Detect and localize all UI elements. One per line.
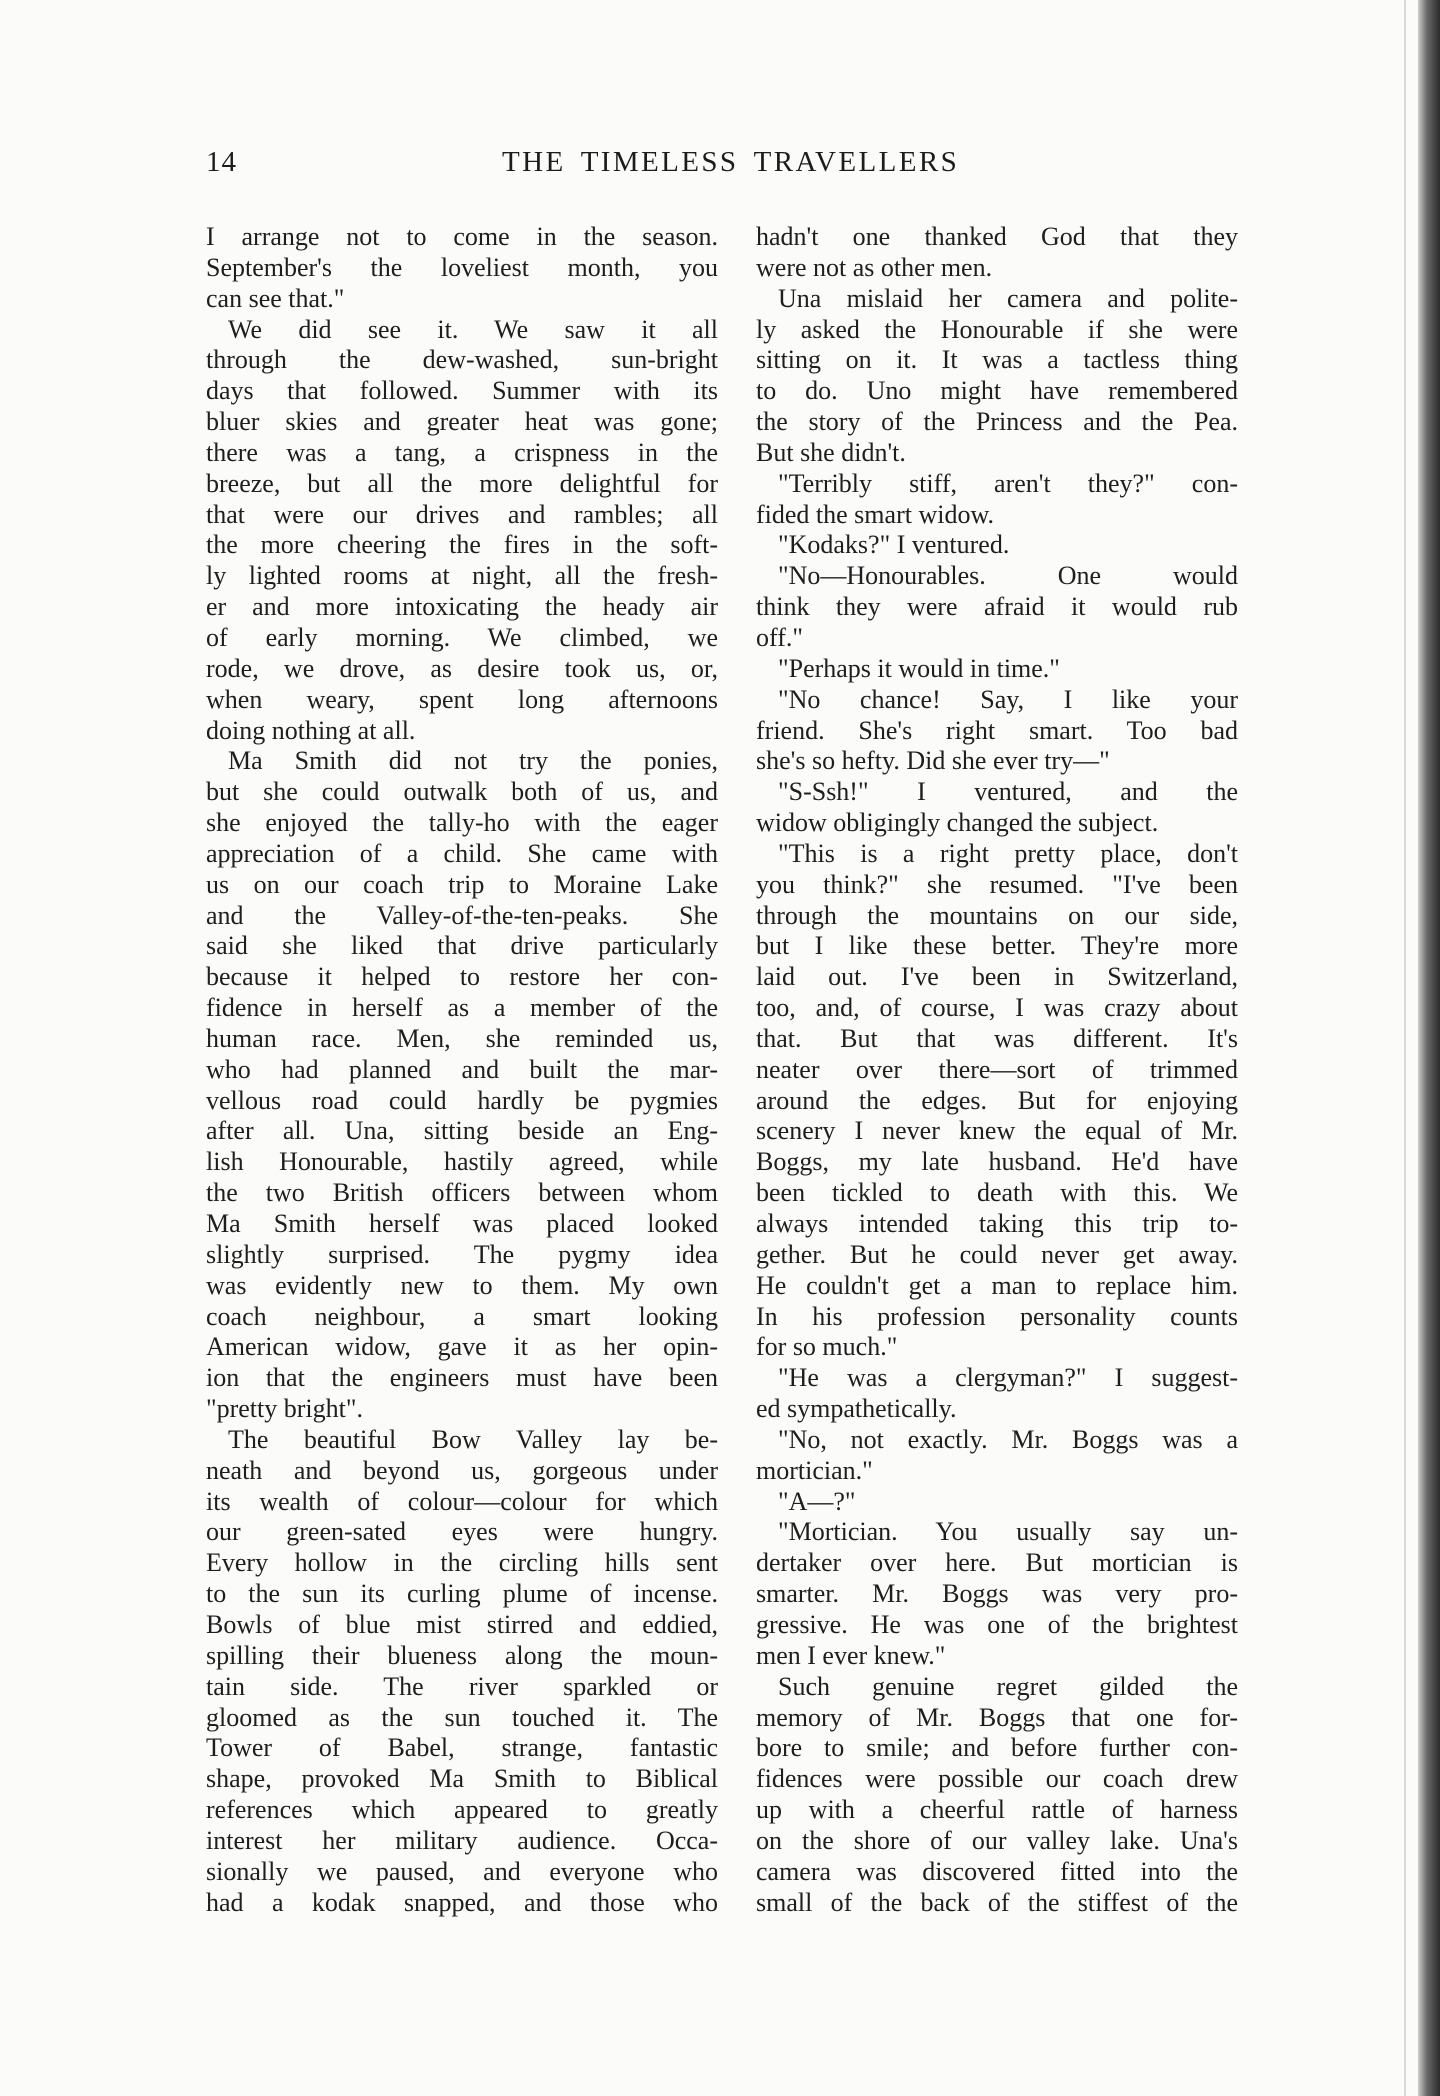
text-line: fidences were possible our coach drew [756,1764,1238,1794]
text-line: Una mislaid her camera and polite- [778,283,1238,313]
paragraph [206,315,718,747]
paragraph [756,777,1238,839]
text-line: breeze, but all the more delightful for [206,468,718,498]
text-line: been tickled to death with this. We [756,1178,1238,1208]
paragraph [756,530,1238,561]
text-line: widow obligingly changed the subject. [756,808,1159,838]
text-line: coach neighbour, a smart looking [206,1301,718,1331]
text-line: men I ever knew." [756,1640,946,1670]
text-line: days that followed. Summer with its [206,376,718,406]
text-line: small of the back of the stiffest of the [756,1887,1238,1917]
paragraph [756,1517,1238,1671]
text-line: tain side. The river sparkled or [206,1671,718,1701]
text-line: there was a tang, a crispness in the [206,437,718,467]
text-line: But she didn't. [756,437,906,467]
text-line: ed sympathetically. [756,1394,957,1424]
text-line: gether. But he could never get away. [756,1239,1238,1269]
text-line: lish Honourable, hastily agreed, while [206,1147,718,1177]
page-number: 14 [206,146,237,178]
text-line: that. But that was different. It's [756,1023,1238,1053]
text-line: The beautiful Bow Valley lay be- [228,1424,718,1454]
text-line: to the sun its curling plume of incense. [206,1579,718,1609]
text-line: through the mountains on our side, [756,900,1238,930]
text-line: In his profession personality counts [756,1301,1238,1331]
text-line: she's so hefty. Did she ever try—" [756,746,1110,776]
text-line: We did see it. We saw it all [228,314,718,344]
scan-edge-shadow [1418,0,1440,2096]
text-line: mortician." [756,1455,873,1485]
text-line: of early morning. We climbed, we [206,622,718,652]
text-line: sionally we paused, and everyone who [206,1856,718,1886]
text-line: rode, we drove, as desire took us, or, [206,653,718,683]
text-line: that were our drives and rambles; all [206,499,718,529]
text-line: bore to smile; and before further con- [756,1733,1238,1763]
paragraph [756,561,1238,654]
text-line: "Kodaks?" I ventured. [778,530,1010,560]
text-line: laid out. I've been in Switzerland, [756,962,1238,992]
text-line: had a kodak snapped, and those who [206,1887,718,1917]
page-edge-line [1404,0,1406,2096]
text-line: "No, not exactly. Mr. Boggs was a [778,1424,1238,1454]
text-line: shape, provoked Ma Smith to Biblical [206,1764,718,1794]
text-line: to do. Uno might have remembered [756,376,1238,406]
text-line: sitting on it. It was a tactless thing [756,345,1238,375]
paragraph [756,654,1238,685]
text-line: "A—?" [778,1486,856,1516]
text-line: who had planned and built the mar- [206,1054,718,1084]
text-line: "pretty bright". [206,1394,363,1424]
text-line: fided the smart widow. [756,499,995,529]
paragraph [756,1363,1238,1425]
text-line: but she could outwalk both of us, and [206,777,718,807]
paragraph [206,746,718,1425]
text-line: the story of the Princess and the Pea. [756,407,1238,437]
text-line: gressive. He was one of the brightest [756,1609,1238,1639]
text-line: said she liked that drive particularly [206,931,718,961]
text-line: memory of Mr. Boggs that one for- [756,1702,1238,1732]
text-line: human race. Men, she reminded us, [206,1023,718,1053]
text-line: "No chance! Say, I like your [778,684,1238,714]
paragraph [206,222,718,315]
text-line: think they were afraid it would rub [756,592,1238,622]
text-line: scenery I never knew the equal of Mr. [756,1116,1238,1146]
running-title: THE TIMELESS TRAVELLERS [502,146,960,178]
text-line: "Mortician. You usually say un- [778,1517,1238,1547]
text-line: Bowls of blue mist stirred and eddied, [206,1609,718,1639]
text-line: always intended taking this trip to- [756,1209,1238,1238]
text-line: she enjoyed the tally-ho with the eager [206,808,718,838]
text-line: "He was a clergyman?" I suggest- [778,1363,1238,1393]
left-text-column [206,222,718,1918]
text-line: around the edges. But for enjoying [756,1085,1238,1115]
text-line: up with a cheerful rattle of harness [756,1795,1238,1825]
text-line: "Perhaps it would in time." [778,653,1060,683]
text-line: when weary, spent long afternoons [206,684,718,714]
text-line: but I like these better. They're more [756,931,1238,961]
text-line: vellous road could hardly be pygmies [206,1085,718,1115]
text-line: American widow, gave it as her opin- [206,1332,718,1362]
text-line: appreciation of a child. She came with [206,838,718,868]
text-line: after all. Una, sitting beside an Eng- [206,1116,718,1146]
text-line: hadn't one thanked God that they [756,222,1238,251]
paragraph [756,1487,1238,1518]
text-line: "No—Honourables. One would [778,561,1238,591]
page-header [206,146,1234,186]
text-line: I arrange not to come in the season. [206,222,718,251]
text-line: camera was discovered fitted into the [756,1856,1238,1886]
text-line: spilling their blueness along the moun- [206,1640,718,1670]
paragraph [756,1425,1238,1487]
text-line: because it helped to restore her con- [206,962,718,992]
text-line: He couldn't get a man to replace him. [756,1270,1238,1300]
text-line: us on our coach trip to Moraine Lake [206,869,718,899]
text-line: was evidently new to them. My own [206,1270,718,1300]
text-line: Ma Smith herself was placed looked [206,1209,718,1238]
text-line: interest her military audience. Occa- [206,1825,718,1855]
text-line: Tower of Babel, strange, fantastic [206,1733,718,1763]
paragraph [756,284,1238,469]
text-line: off." [756,622,803,652]
text-line: the more cheering the fires in the soft- [206,530,718,560]
paragraph [756,685,1238,778]
text-line: dertaker over here. But mortician is [756,1548,1238,1578]
text-line: references which appeared to greatly [206,1795,718,1825]
text-line: er and more intoxicating the heady air [206,592,718,622]
paragraph [756,839,1238,1363]
text-line: for so much." [756,1332,898,1362]
paragraph [756,469,1238,531]
text-line: "This is a right pretty place, don't [778,838,1238,868]
paragraph [756,222,1238,284]
text-line: gloomed as the sun touched it. The [206,1702,718,1732]
text-line: bluer skies and greater heat was gone; [206,407,718,437]
text-line: neater over there—sort of trimmed [756,1054,1238,1084]
text-line: too, and, of course, I was crazy about [756,993,1238,1023]
text-line: ly lighted rooms at night, all the fresh- [206,561,718,591]
text-line: and the Valley-of-the-ten-peaks. She [206,900,718,930]
text-line: through the dew-washed, sun-bright [206,345,718,375]
text-line: Every hollow in the circling hills sent [206,1548,718,1578]
text-line: "Terribly stiff, aren't they?" con- [778,468,1238,498]
text-line: the two British officers between whom [206,1178,718,1208]
text-line: can see that." [206,283,345,313]
text-line: doing nothing at all. [206,715,416,745]
text-line: smarter. Mr. Boggs was very pro- [756,1579,1238,1609]
text-line: September's the loveliest month, you [206,252,718,282]
text-line: its wealth of colour—colour for which [206,1486,718,1516]
text-line: ly asked the Honourable if she were [756,314,1238,344]
text-line: ion that the engineers must have been [206,1363,718,1393]
text-line: fidence in herself as a member of the [206,993,718,1023]
paragraph [206,1425,718,1919]
text-line: friend. She's right smart. Too bad [756,715,1238,745]
text-line: our green-sated eyes were hungry. [206,1517,718,1547]
text-line: neath and beyond us, gorgeous under [206,1455,718,1485]
text-line: "S-Ssh!" I ventured, and the [778,777,1238,807]
text-line: were not as other men. [756,252,993,282]
text-line: Ma Smith did not try the ponies, [228,746,718,776]
right-text-column [756,222,1238,1918]
paragraph [756,1672,1238,1919]
text-line: on the shore of our valley lake. Una's [756,1825,1238,1855]
text-line: Such genuine regret gilded the [778,1671,1238,1701]
text-line: slightly surprised. The pygmy idea [206,1239,718,1269]
text-line: Boggs, my late husband. He'd have [756,1147,1238,1177]
text-line: you think?" she resumed. "I've been [756,869,1238,899]
